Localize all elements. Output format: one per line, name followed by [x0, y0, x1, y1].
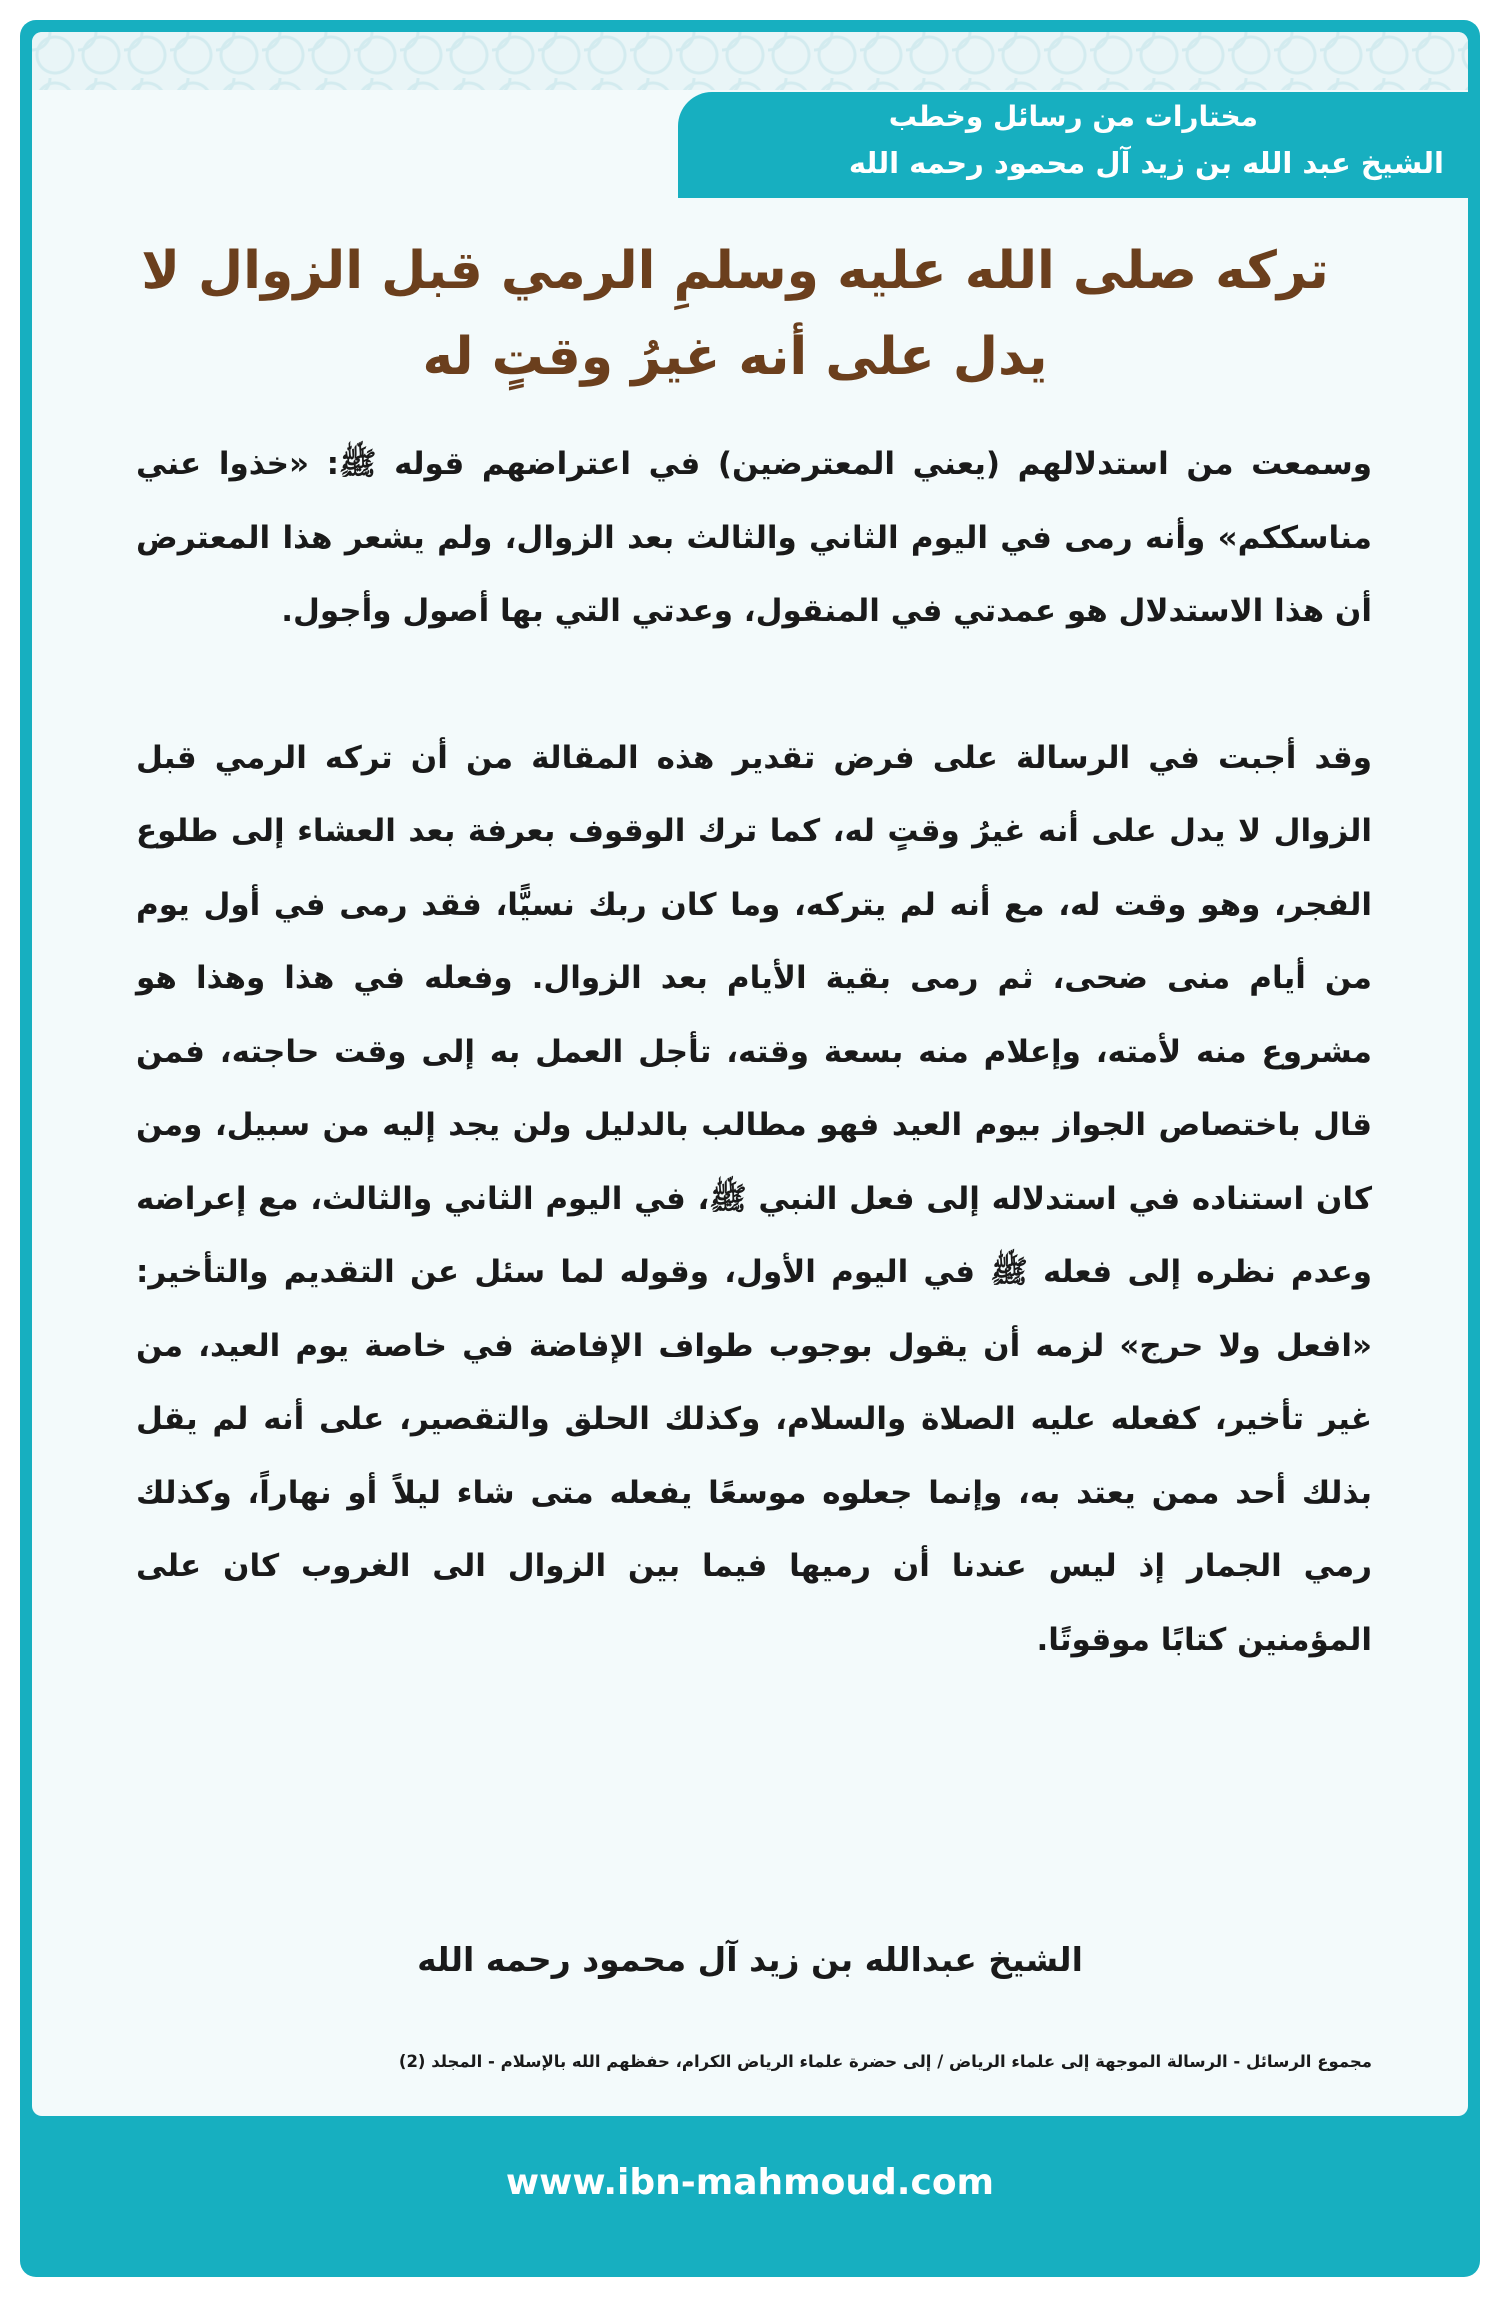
website-link[interactable]: www.ibn-mahmoud.com: [505, 2162, 995, 2203]
decorative-pattern: [32, 32, 1468, 90]
signature: الشيخ عبدالله بن زيد آل محمود رحمه الله: [417, 1940, 1083, 1979]
content-card: [32, 32, 1468, 2116]
page-frame: [20, 20, 1480, 2277]
author-name: الشيخ عبد الله بن زيد آل محمود رحمه الله: [848, 146, 1444, 180]
source-citation: مجموع الرسائل - الرسالة الموجهة إلى علماء الرياض / إلى حضرة علماء الرياض الكرام، حفظهم الله بالإسلام - المجلد (2): [398, 2052, 1372, 2071]
series-title: مختارات من رسائل وخطب: [888, 100, 1258, 133]
article-body: [136, 428, 1372, 1677]
page-title: تركه صلى الله عليه وسلمِ الرمي قبل الزوال لا يدل على أنه غيرُ وقتٍ له: [141, 241, 1329, 387]
paragraph: وسمعت من استدلالهم (يعني المعترضين) في اعتراضهم قوله ﷺ: «خذوا عني مناسككم» وأنه رمى في اليوم الثاني والثالث بعد الزوال، ولم يشعر هذا المعترض أن هذا الاستدلال هو عمدتي في المنقول، وعدتي التي بها أصول وأجول.: [136, 446, 1372, 629]
paragraph: وقد أجبت في الرسالة على فرض تقدير هذه المقالة من أن تركه الرمي قبل الزوال لا يدل على أنه غيرُ وقتٍ له، كما ترك الوقوف بعرفة بعد العشاء إلى طلوع الفجر، وهو وقت له، مع أنه لم يتركه، وما كان ربك نسيًّا، فقد رمى في أول يوم من أيام منى ضحى، ثم رمى بقية الأيام بعد الزوال. وفعله في هذا وهذا هو مشروع منه لأمته، وإعلام منه بسعة وقته، تأجل العمل به إلى وقت حاجته، فمن قال باختصاص الجواز بيوم العيد فهو مطالب بالدليل ولن يجد إليه من سبيل، ومن كان استناده في استدلاله إلى فعل النبي ﷺ، في اليوم الثاني والثالث، مع إعراضه وعدم نظره إلى فعله ﷺ في اليوم الأول، وقوله لما سئل عن التقديم والتأخير: «افعل ولا حرج» لزمه أن يقول بوجوب طواف الإفاضة في خاصة يوم العيد، من غير تأخير، كفعله عليه الصلاة والسلام، وكذلك الحلق والتقصير، على أنه لم يقل بذلك أحد ممن يعتد به، وإنما جعلوه موسعًا يفعله متى شاء ليلاً أو نهاراً، وكذلك رمي الجمار إذ ليس عندنا أن رميها فيما بين الزوال الى الغروب كان على المؤمنين كتابًا موقوتًا.: [136, 739, 1372, 1658]
header-banner: [678, 92, 1468, 198]
